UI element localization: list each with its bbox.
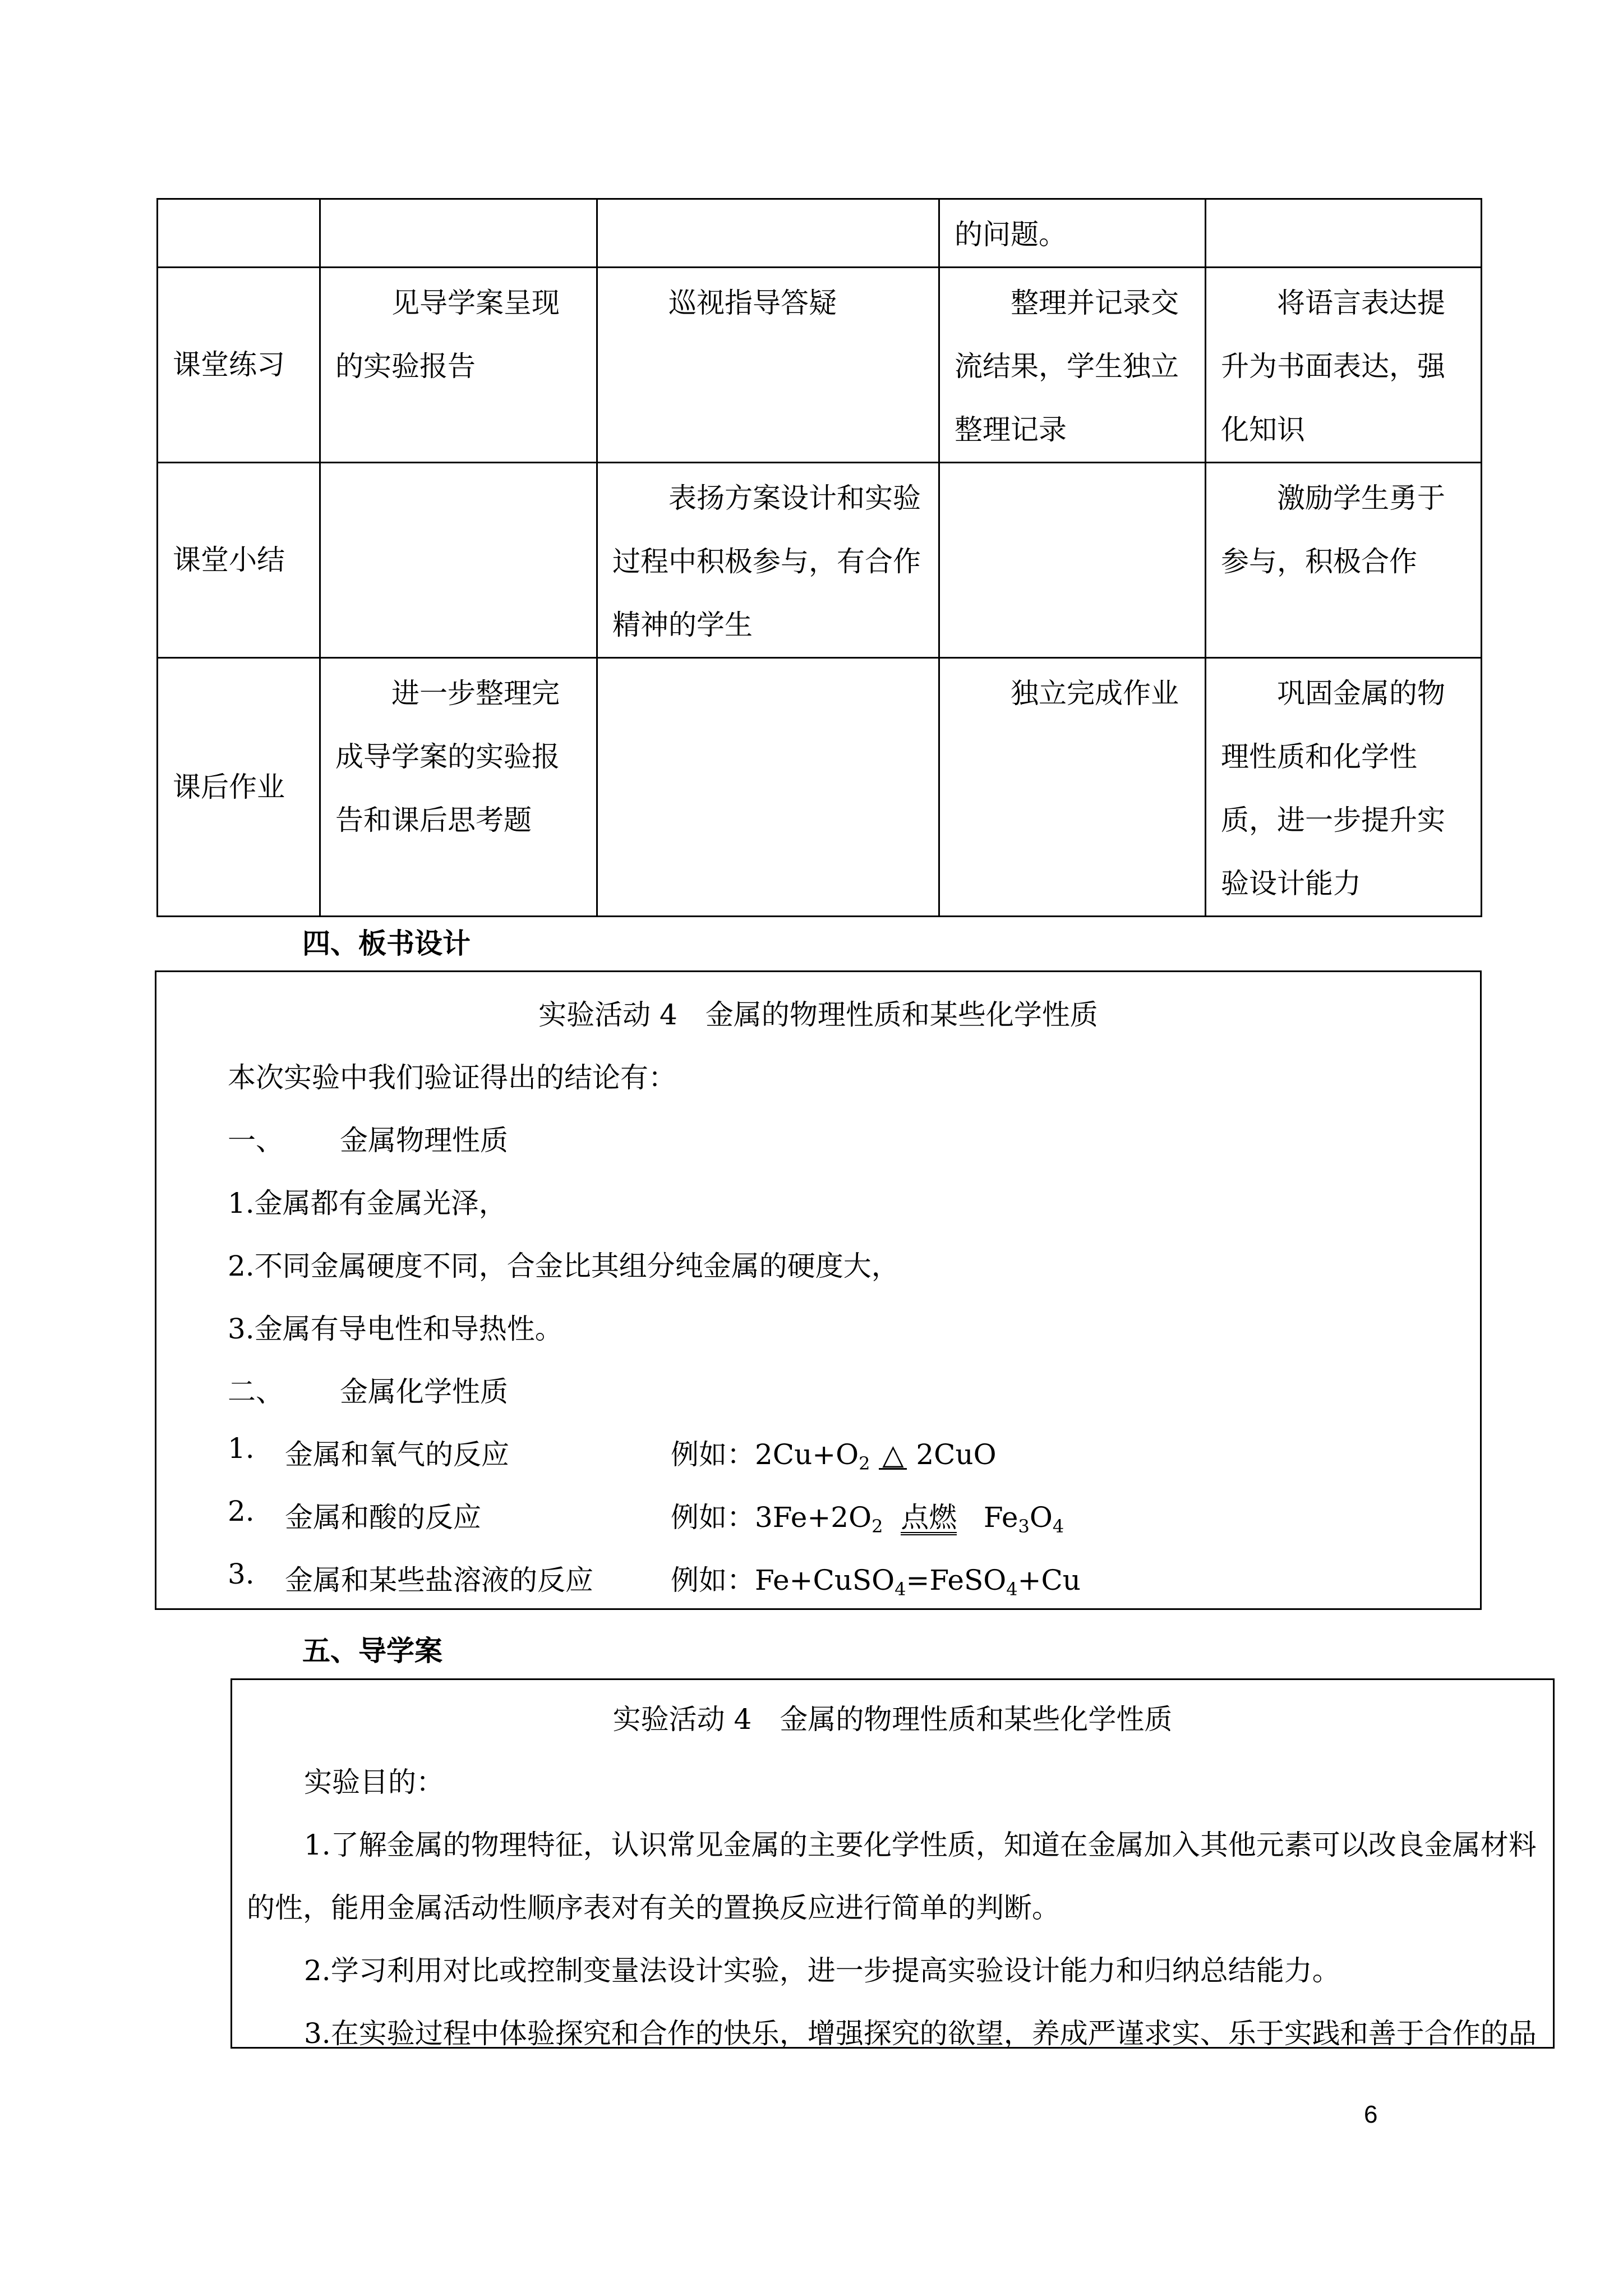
- physical-property-2: 2.不同金属硬度不同，合金比其组分纯金属的硬度大，: [228, 1250, 900, 1282]
- cell-intent: 巩固金属的物理性质和化学性质，进一步提升实验设计能力: [1206, 658, 1482, 917]
- part1-title: 金属物理性质: [340, 1124, 508, 1157]
- physical-property-1: 1.金属都有金属光泽，: [228, 1187, 507, 1220]
- chem-3-number: 3.: [228, 1558, 255, 1590]
- cell-teacher: 巡视指导答疑: [597, 268, 939, 463]
- chem-3-equation-mid: =FeSO: [906, 1564, 1007, 1596]
- cell-content: [320, 463, 597, 658]
- chem-1-subscript: 2: [859, 1453, 870, 1474]
- chem-2-example: [671, 1495, 1064, 1537]
- chem-3-subscript-1: 4: [895, 1579, 906, 1600]
- cell-stage: 课堂小结: [158, 463, 320, 658]
- chem-1-example: [671, 1432, 997, 1474]
- table-row: [158, 463, 1482, 658]
- chem-2-product-2: O: [1029, 1501, 1053, 1534]
- chem-1-equation-left: 例如：2Cu+O: [671, 1438, 859, 1471]
- ignite-condition: 点燃: [901, 1503, 957, 1535]
- cell-teacher: [597, 199, 939, 268]
- board-intro: 本次实验中我们验证得出的结论有：: [228, 1061, 676, 1094]
- chem-2-subscript: 2: [872, 1516, 883, 1537]
- chem-1-product: 2CuO: [916, 1438, 997, 1471]
- part2-title: 金属化学性质: [340, 1375, 508, 1408]
- chem-1-text: 金属和氧气的反应: [285, 1438, 509, 1471]
- part1-number: 一、: [228, 1124, 284, 1157]
- table-row: [158, 658, 1482, 917]
- chem-2-text: 金属和酸的反应: [285, 1501, 481, 1534]
- cell-stage: 课堂练习: [158, 268, 320, 463]
- cell-intent: 将语言表达提升为书面表达，强化知识: [1206, 268, 1482, 463]
- cell-student: [939, 463, 1206, 658]
- chem-3-subscript-2: 4: [1006, 1579, 1018, 1600]
- cell-teacher: 表扬方案设计和实验过程中积极参与，有合作精神的学生: [597, 463, 939, 658]
- cell-content: 见导学案呈现的实验报告: [320, 268, 597, 463]
- table-row: [158, 268, 1482, 463]
- section-heading-board-design: 四、板书设计: [302, 927, 471, 960]
- cell-intent: 激励学生勇于参与，积极合作: [1206, 463, 1482, 658]
- cell-content: 进一步整理完成导学案的实验报告和课后思考题: [320, 658, 597, 917]
- chem-3-example: [671, 1558, 1081, 1600]
- cell-student: 独立完成作业: [939, 658, 1206, 917]
- goal-label: 实验目的：: [304, 1766, 444, 1798]
- part2-number: 二、: [228, 1375, 284, 1408]
- section-heading-study-guide: 五、导学案: [302, 1635, 442, 1667]
- chem-3-equation-end: +Cu: [1017, 1564, 1081, 1596]
- study-guide-box: [230, 1678, 1555, 2049]
- cell-student: 的问题。: [939, 199, 1206, 268]
- cell-student: 整理并记录交流结果，学生独立整理记录: [939, 268, 1206, 463]
- chem-1-number: 1.: [228, 1432, 255, 1465]
- cell-stage: 课后作业: [158, 658, 320, 917]
- chem-3-equation-left: 例如：Fe+CuSO: [671, 1564, 895, 1596]
- goal-2: 2.学习利用对比或控制变量法设计实验，进一步提高实验设计能力和归纳总结能力。: [304, 1954, 1340, 1987]
- table-row: [158, 199, 1482, 268]
- chem-2-equation-left: 例如：3Fe+2O: [671, 1501, 872, 1534]
- chem-3-text: 金属和某些盐溶液的反应: [285, 1564, 593, 1596]
- physical-property-3: 3.金属有导电性和导热性。: [228, 1313, 563, 1345]
- page-number: 6: [1364, 2101, 1378, 2128]
- chem-2-product-sub-2: 4: [1052, 1516, 1064, 1537]
- lesson-table: [156, 198, 1482, 917]
- goal-3: 3.在实验过程中体验探究和合作的快乐，增强探究的欲望，养成严谨求实、乐于实践和善于合作的品: [304, 2017, 1537, 2050]
- cell-stage: [158, 199, 320, 268]
- chem-2-product-sub-1: 3: [1018, 1516, 1030, 1537]
- heat-symbol: △: [879, 1441, 907, 1470]
- goal-1-line-1: 1.了解金属的物理特征，认识常见金属的主要化学性质，知道在金属加入其他元素可以改良金属材料: [304, 1829, 1537, 1861]
- board-title: 实验活动 4 金属的物理性质和某些化学性质: [538, 999, 1098, 1031]
- cell-teacher: [597, 658, 939, 917]
- chem-2-number: 2.: [228, 1495, 255, 1527]
- board-design-box: [155, 970, 1482, 1610]
- goal-1-line-2: 的性，能用金属活动性顺序表对有关的置换反应进行简单的判断。: [247, 1892, 1060, 1924]
- cell-intent: [1206, 199, 1482, 268]
- cell-content: [320, 199, 597, 268]
- guide-title: 实验活动 4 金属的物理性质和某些化学性质: [612, 1703, 1173, 1736]
- chem-2-product: Fe: [983, 1501, 1018, 1534]
